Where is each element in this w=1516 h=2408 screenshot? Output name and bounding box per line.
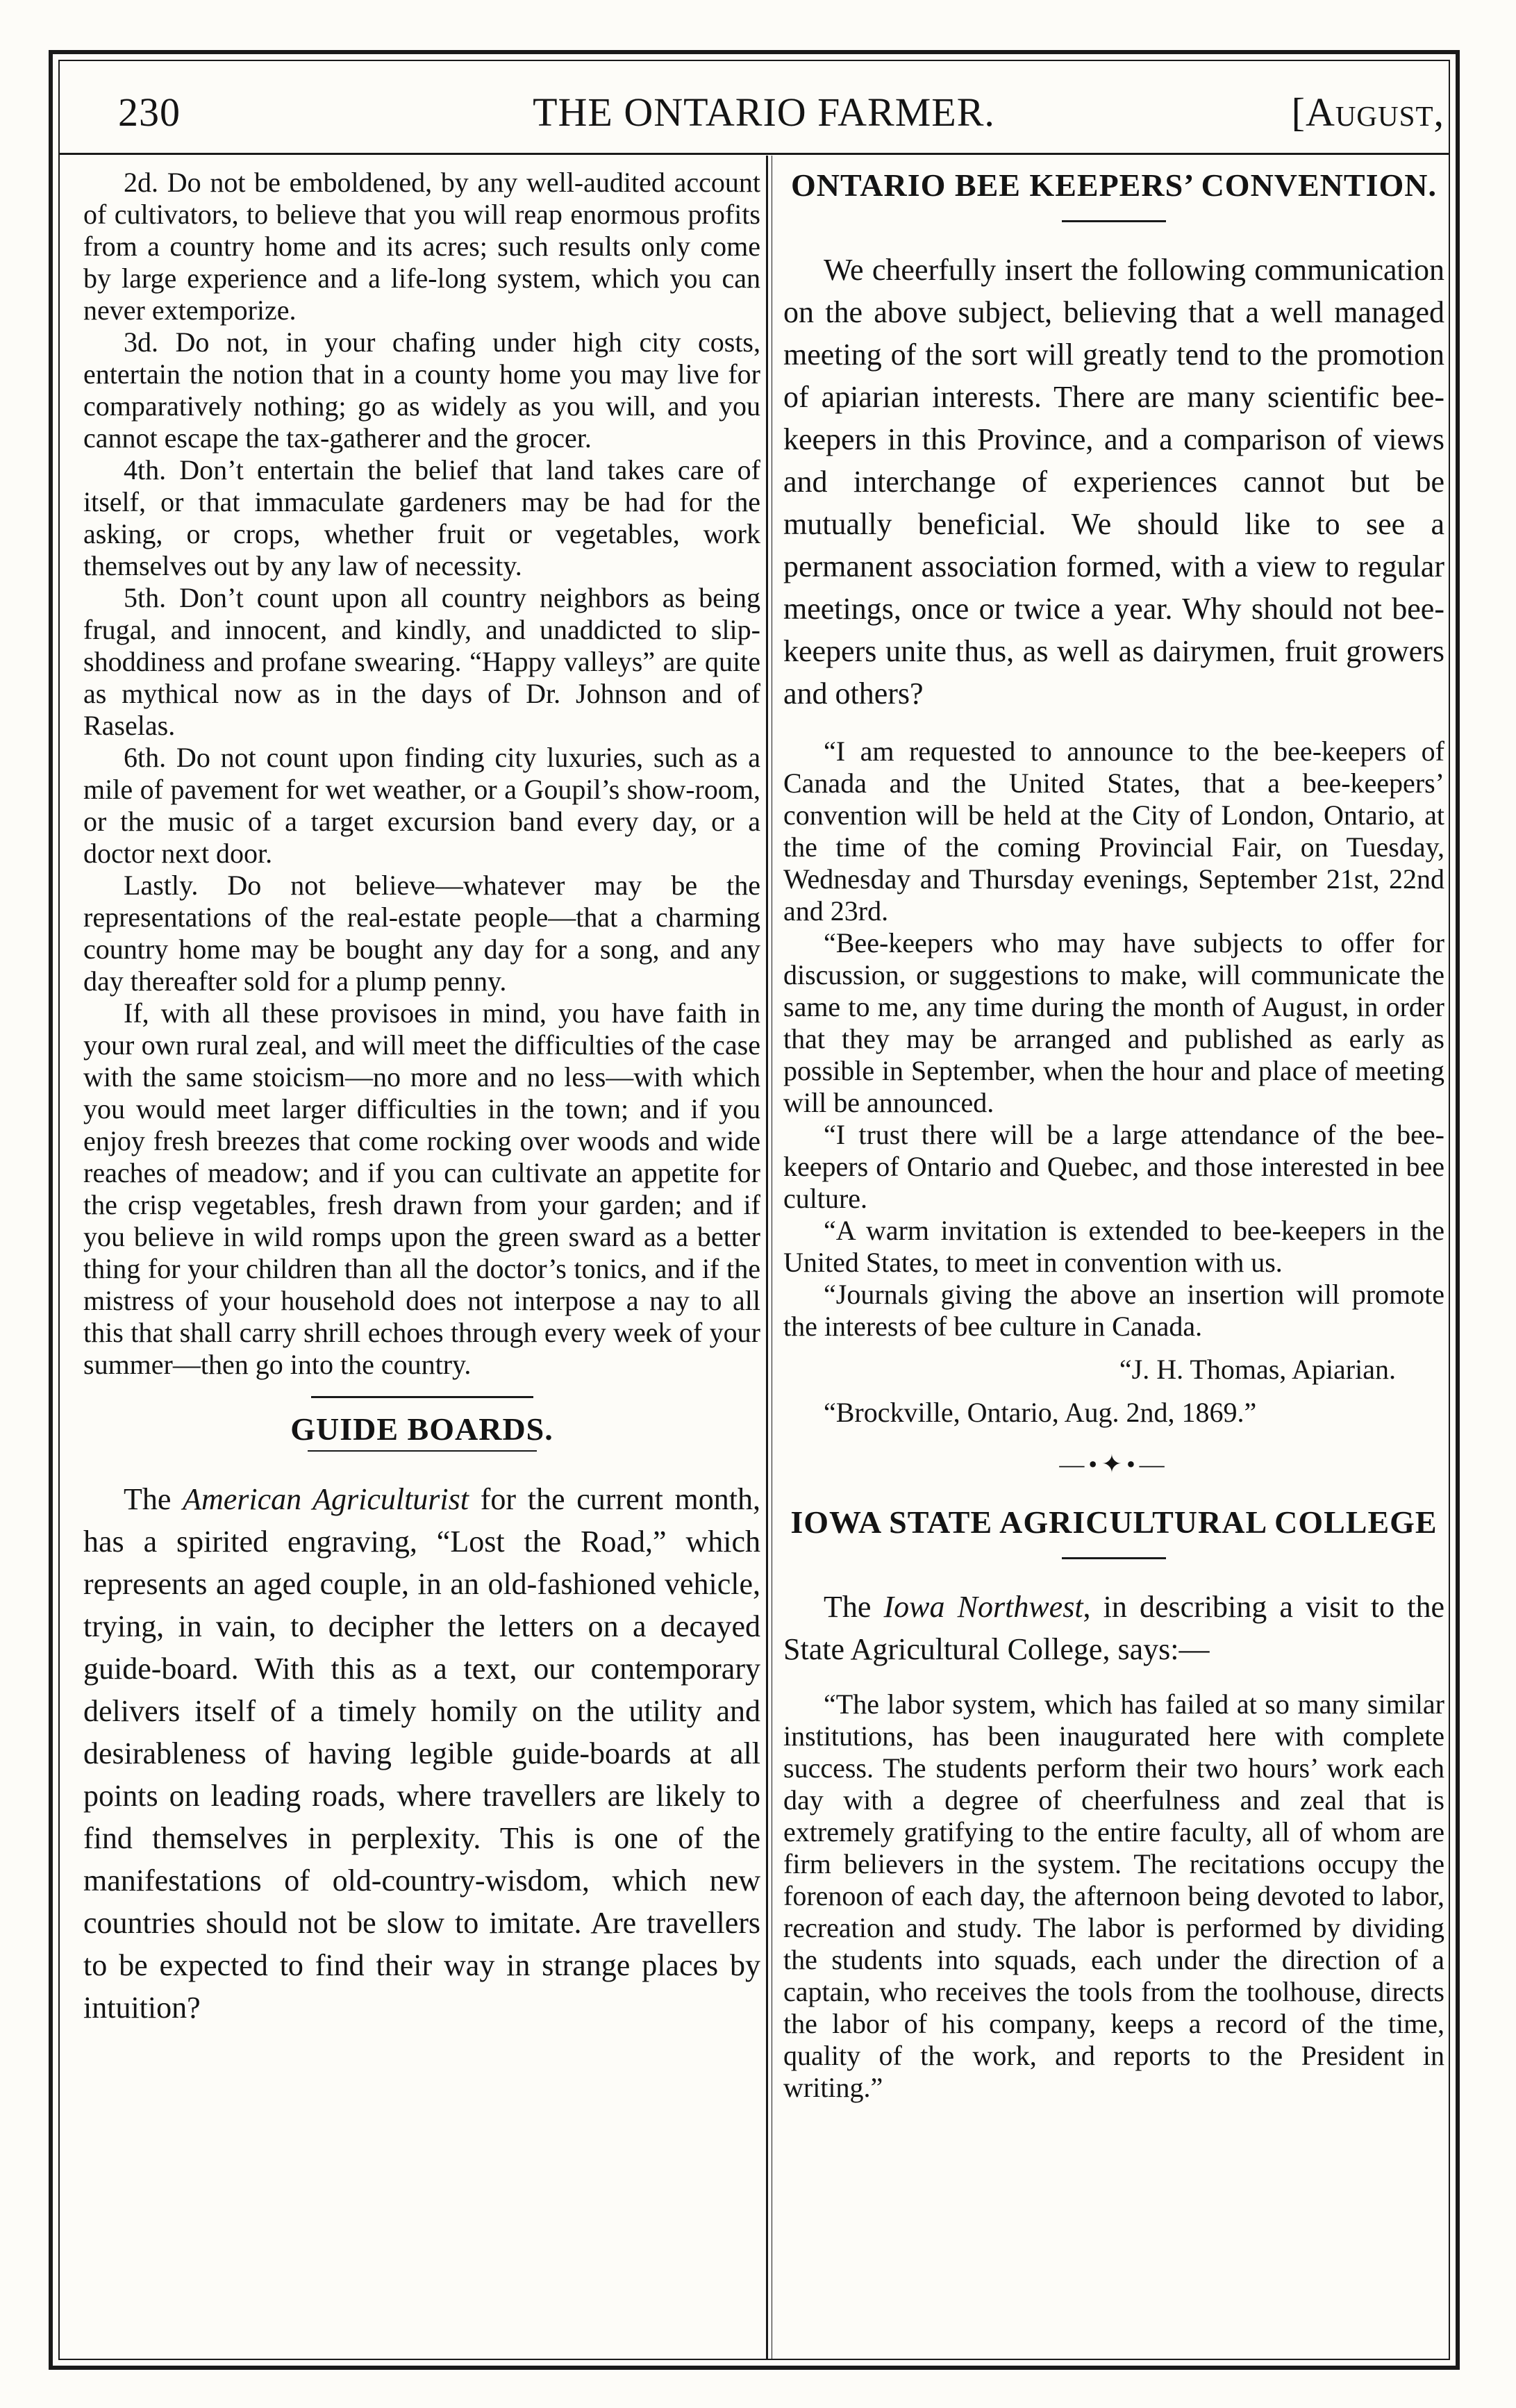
paragraph: If, with all these provisoes in mind, you have faith in your own rural zeal, and will meet the difficulties of the case with the same stoicism—no more and no less—with which you would meet larger difficulties in the town; and if you enjoy fresh breezes that come rocking over woods and wide reaches of meadow; and if you can cultivate an appetite for the crisp vegetables, fresh drawn from your garden; and if you believe in wild romps upon the green sward as a better thing for your children than all the doctor’s tonics, and if the mistress of your household does not interpose a nay to all this that shall carry shrill echoes through every week of your summer—then go into the country. xyxy=(83,997,760,1380)
letter-paragraph: “I trust there will be a large attendance of the bee-keepers of Ontario and Quebec, and those interested in bee culture. xyxy=(783,1119,1444,1214)
letter-signature: “J. H. Thomas, Apiarian. xyxy=(1119,1354,1396,1385)
guide-boards-article xyxy=(83,1478,760,2029)
paragraph: Lastly. Do not believe—whatever may be the representations of the real-estate people—that a charming country home may be bought any day for a song, and any day thereafter sold for a plump penny. xyxy=(83,870,760,997)
column-divider xyxy=(766,156,768,2359)
paragraph: 3d. Do not, in your chafing under high city costs, entertain the notion that in a county home you may live for comparatively nothing; go as widely as you will, and you cannot escape the tax-gatherer and the grocer. xyxy=(83,326,760,454)
article-text: for the current month, has a spirited engraving, “Lost the Road,” which represents an aged couple, in an old-fashioned vehicle, trying, in vain, to decipher the letters on a decayed guide-board. With this as a text, our contemporary delivers itself of a timely homily on the utility and desirableness of having legible guide-boards at all points on leading roads, where travellers are likely to find themselves in perplexity. This is one of the manifestations of old-country-wisdom, which new countries should not be slow to imitate. Are travellers to be expected to find their way in strange places by intuition? xyxy=(83,1482,760,2025)
section-heading-guide-boards: GUIDE BOARDS. xyxy=(290,1411,553,1447)
letter-paragraph: “Bee-keepers who may have subjects to offer for discussion, or suggestions to make, will communicate the same to me, any time during the month of August, in order that they may be arranged and published as early as possible in September, when the hour and place of meeting will be announced. xyxy=(783,927,1444,1118)
running-header xyxy=(83,82,1444,151)
section-heading-iowa-college: IOWA STATE AGRICULTURAL COLLEGE xyxy=(790,1504,1438,1540)
letter-paragraph: “Journals giving the above an insertion will promote the interests of bee culture in Canada. xyxy=(783,1279,1444,1342)
section-rule xyxy=(311,1396,533,1398)
article-text: , in describing a visit to the State Agricultural College, says:— xyxy=(783,1590,1445,1666)
publication-name: American Agriculturist xyxy=(183,1482,469,1516)
iowa-intro xyxy=(783,1586,1444,1670)
paragraph: 6th. Do not count upon finding city luxuries, such as a mile of pavement for wet weather, or a Goupil’s show-room, or the music of a target excursion band every day, or a doctor next door. xyxy=(83,742,760,869)
paragraph: 5th. Don’t count upon all country neighbors as being frugal, and innocent, and kindly, and unaddicted to slip-shoddiness and profane swearing. “Happy valleys” are quite as mythical now as in the days of Dr. Johnson and of Raselas. xyxy=(83,582,760,741)
section-ornament: —•✦•— xyxy=(1059,1450,1169,1478)
article-text: The xyxy=(824,1590,884,1624)
left-column xyxy=(83,167,760,2029)
page-number: 230 xyxy=(118,90,181,135)
letter-place-date: “Brockville, Ontario, Aug. 2nd, 1869.” xyxy=(824,1397,1257,1428)
header-rule xyxy=(58,153,1450,155)
letter-paragraph: “I am requested to announce to the bee-keepers of Canada and the United States, that a bee-keepers’ convention will be held at the City of London, Ontario, at the time of the coming Provincial Fair, on Tuesday, Wednesday and Thursday evenings, September 21st, 22nd and 23rd. xyxy=(783,736,1444,927)
iowa-quote: “The labor system, which has failed at so many similar institutions, has been inaugurated here with complete success. The students perform their two hours’ work each day with a degree of cheerfulness and zeal that is extremely gratifying to the entire faculty, all of whom are firm believers in the system. The recitations occupy the forenoon of each day, the afternoon being devoted to labor, recreation and study. The labor is performed by dividing the students into squads, each under the direction of a captain, who receives the tools from the toolhouse, directs the labor of his company, keeps a record of the time, quality of the work, and reports to the President in writing.” xyxy=(783,1688,1444,2103)
publication-name: Iowa Northwest xyxy=(883,1590,1083,1624)
heading-rule xyxy=(1062,1557,1166,1559)
right-column xyxy=(783,167,1444,2104)
section-rule xyxy=(308,1450,537,1452)
article-text: The xyxy=(124,1482,183,1516)
section-heading-bee-convention: ONTARIO BEE KEEPERS’ CONVENTION. xyxy=(791,167,1437,203)
publication-title: THE ONTARIO FARMER. xyxy=(533,90,995,135)
paragraph: 2d. Do not be emboldened, by any well-audited account of cultivators, to believe that you will reap enormous profits from a country home and its acres; such results only come by large experience and a life-long system, which you can never extemporize. xyxy=(83,167,760,326)
issue-month: [August, xyxy=(1291,90,1444,135)
paragraph: 4th. Don’t entertain the belief that land takes care of itself, or that immaculate gardeners may be had for the asking, or crops, whether fruit or vegetables, work themselves out by any law of necessity. xyxy=(83,454,760,581)
bee-convention-intro: We cheerfully insert the following communication on the above subject, believing that a well managed meeting of the sort will greatly tend to the promotion of apiarian interests. There are many scientific bee-keepers in this Province, and a comparison of views and interchange of experiences cannot but be mutually beneficial. We should like to see a permanent association formed, with a view to regular meetings, once or twice a year. Why should not bee-keepers unite thus, as well as dairymen, fruit growers and others? xyxy=(783,253,1444,711)
heading-rule xyxy=(1062,220,1166,222)
letter-paragraph: “A warm invitation is extended to bee-keepers in the United States, to meet in convention with us. xyxy=(783,1215,1444,1278)
